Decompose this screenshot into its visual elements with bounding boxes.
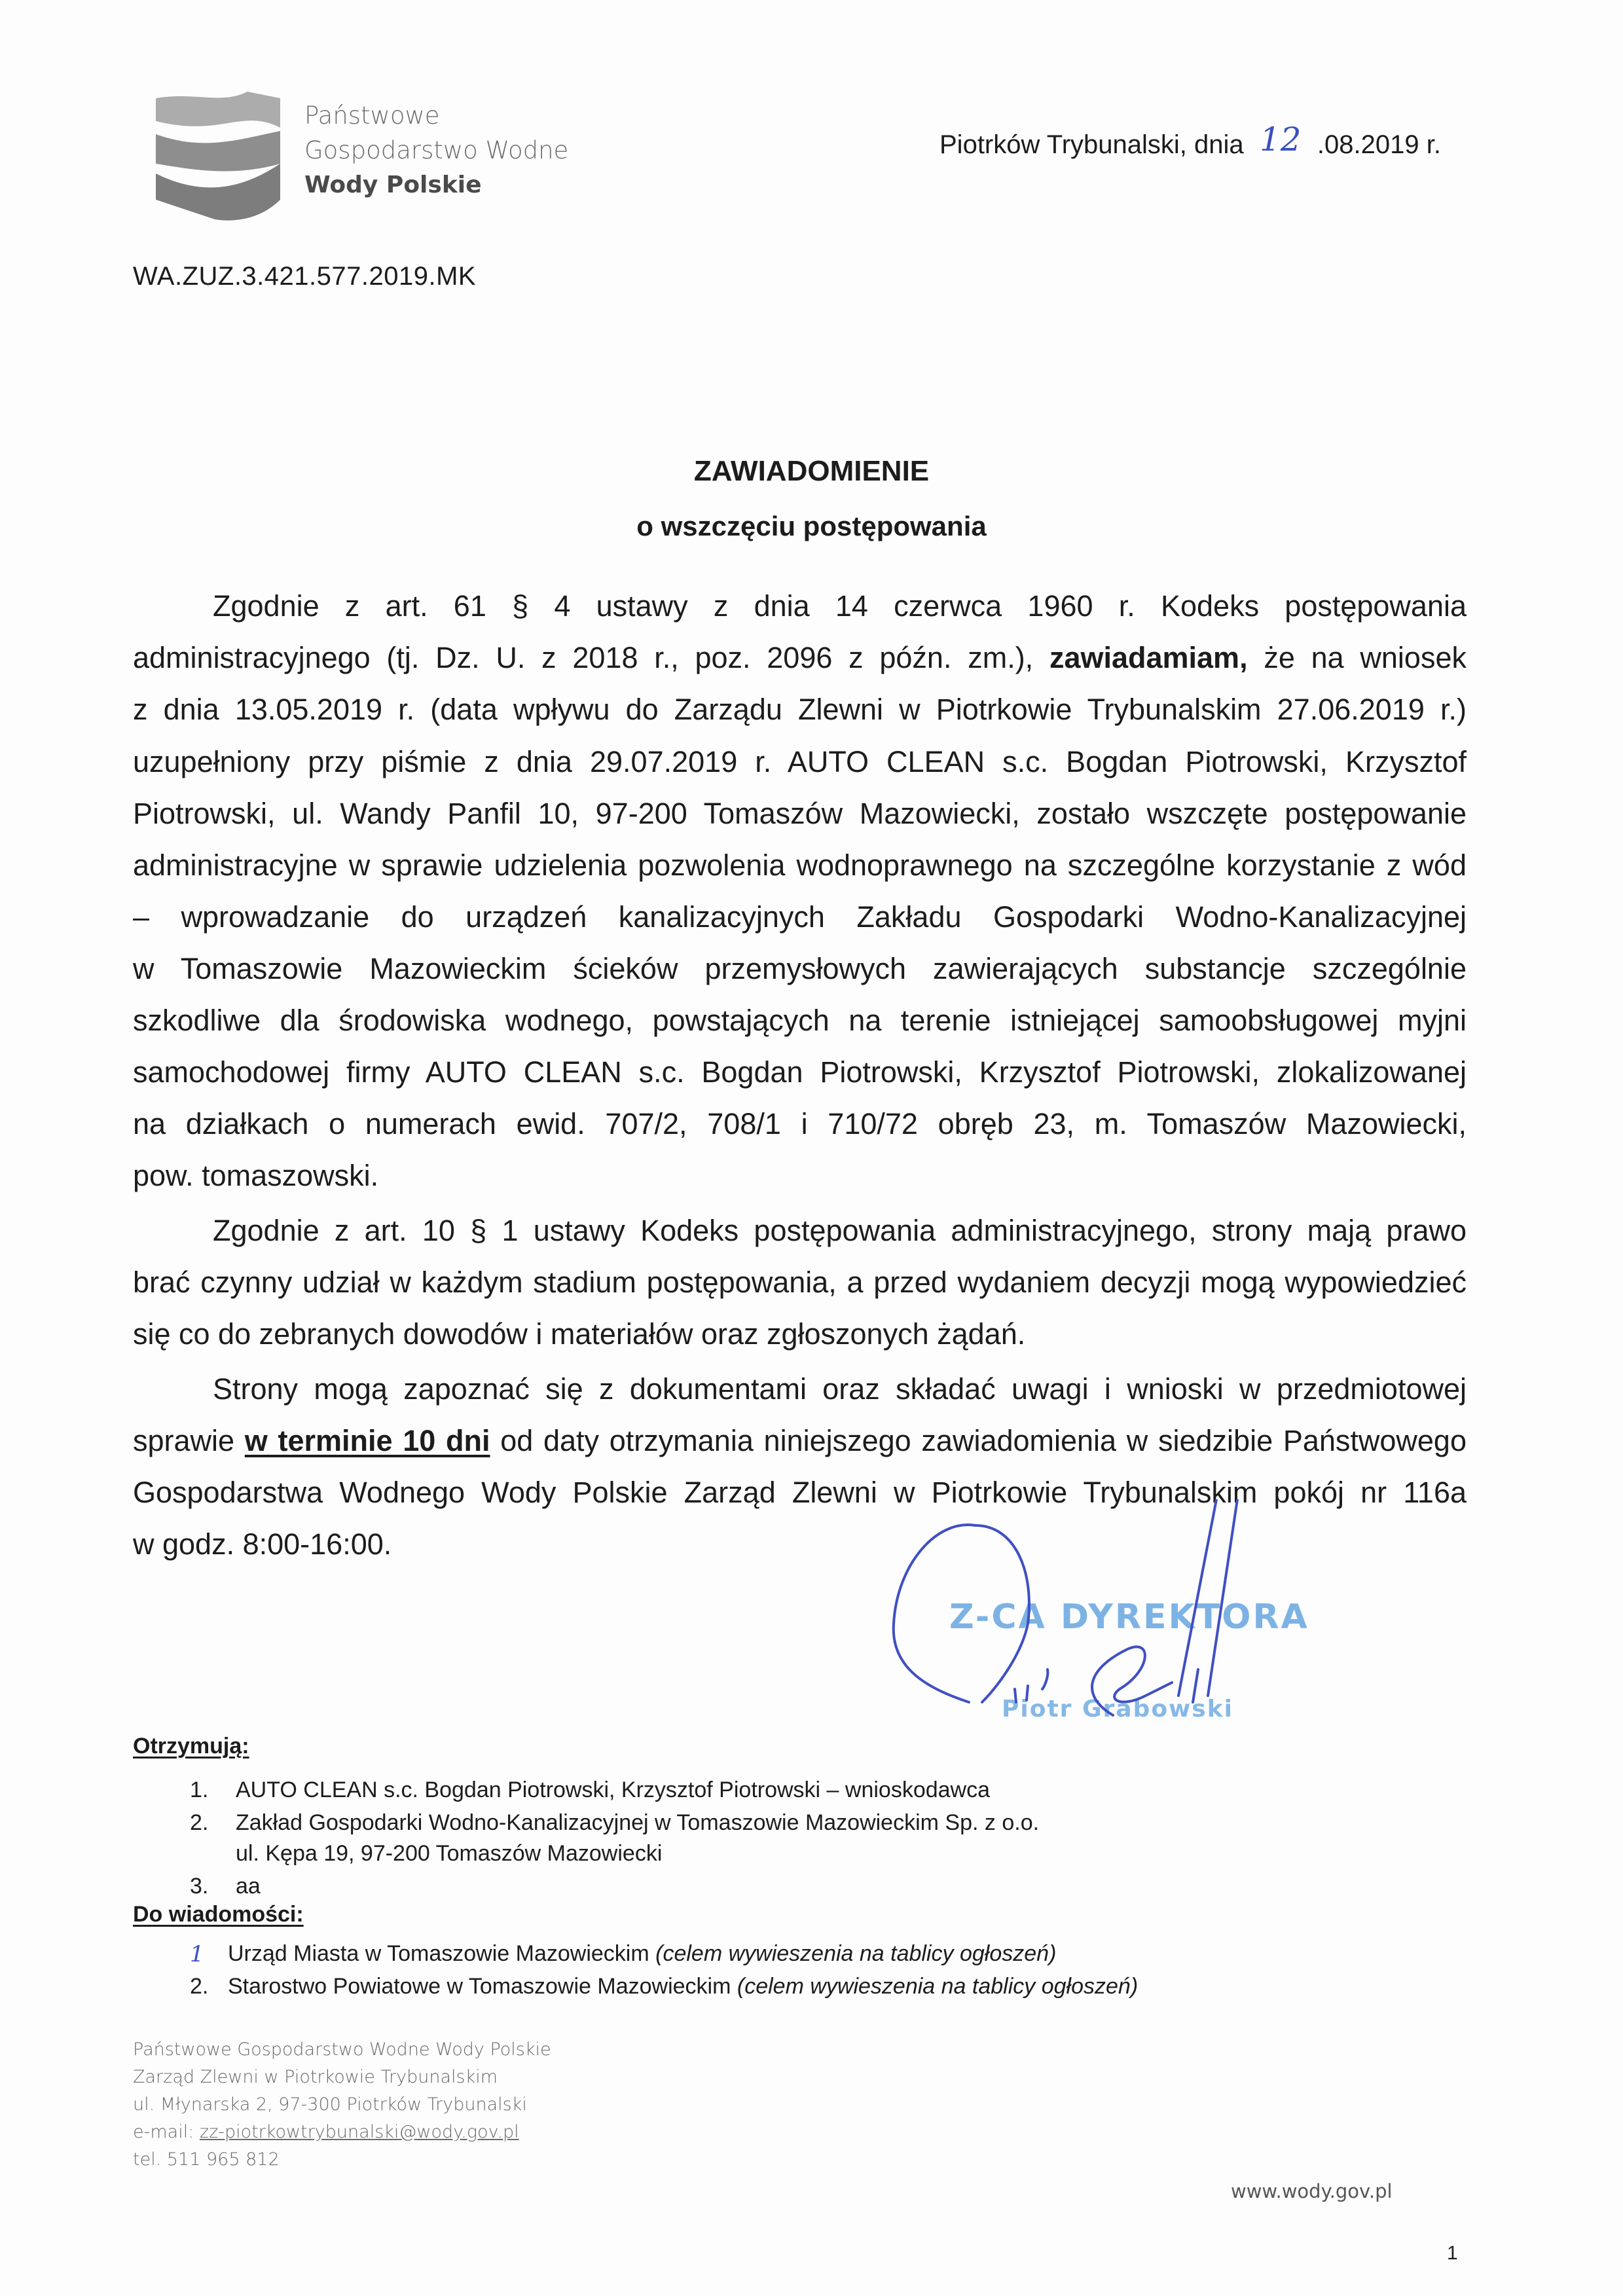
recipients-heading: Otrzymują: [133,1734,249,1758]
document-date [939,120,1441,161]
website-link[interactable]: www.wody.gov.pl [1231,2180,1393,2202]
deadline-text: w terminie 10 dni [244,1424,490,1457]
document-title: ZAWIADOMIENIE [693,455,930,487]
text-line: administracyjnego (tj. Dz. U. z 2018 r., poz. 2096 z późn. zm.), zawiadamiam, że na wniosek [133,641,1467,674]
for-info-heading: Do wiadomości: [133,1902,304,1927]
handwritten-day: 12 [1259,120,1302,158]
logo-wordmark [304,98,568,202]
text-line: Strony mogą zapoznać się z dokumentami oraz składać uwagi i wnioski w przedmiotowej [213,1372,1467,1406]
date-prefix: Piotrków Trybunalski, dnia [939,130,1244,159]
emphasis-text: zawiadamiam, [1049,641,1248,674]
text-line: samochodowej firmy AUTO CLEAN s.c. Bogdan Piotrowski, Krzysztof Piotrowski, zlokalizowanej [133,1055,1467,1089]
footer-address [133,2036,551,2174]
text-line: z dnia 13.05.2019 r. (data wpływu do Zarządu Zlewni w Piotrkowie Trybunalskim 27.06.2019 r.) [133,693,1467,726]
email-link[interactable]: zz-piotrkowtrybunalski@wody.gov.pl [199,2122,519,2142]
case-reference: WA.ZUZ.3.421.577.2019.MK [133,262,477,291]
text-line: szkodliwe dla środowiska wodnego, powstających na terenie istniejącej samoobsługowej myjni [133,1004,1467,1037]
text-line: brać czynny udział w każdym stadium postępowania, a przed wydaniem decyzji mogą wypowiedzieć [133,1266,1467,1299]
logo-line-2: Gospodarstwo Wodne [304,136,569,164]
text-line: pow. tomaszowski. [133,1159,379,1192]
handwritten-signature-icon [871,1499,1381,1748]
text-line: Zgodnie z art. 10 § 1 ustawy Kodeks postępowania administracyjnego, strony mają prawo [213,1214,1467,1247]
wody-polskie-logo-icon [156,92,280,223]
text-line: się co do zebranych dowodów i materiałów oraz zgłoszonych żądań. [133,1317,1026,1351]
page-number: 1 [1447,2242,1458,2264]
footer-line: Państwowe Gospodarstwo Wodne Wody Polskie [133,2039,551,2060]
text-line: Zgodnie z art. 61 § 4 ustawy z dnia 14 czerwca 1960 r. Kodeks postępowania [213,589,1467,623]
logo-line-1: Państwowe [304,101,440,130]
footer-email: e-mail: zz-piotrkowtrybunalski@wody.gov.pl [133,2122,519,2142]
text-line: uzupełniony przy piśmie z dnia 29.07.2019 r. AUTO CLEAN s.c. Bogdan Piotrowski, Krzysztof [133,745,1467,778]
footer-line: Zarząd Zlewni w Piotrkowie Trybunalskim [133,2067,498,2087]
text-line: – wprowadzanie do urządzeń kanalizacyjnych Zakładu Gospodarki Wodno-Kanalizacyjnej [133,900,1467,934]
stamp-name: Piotr Grabowski [1002,1696,1234,1722]
text-line: w Tomaszowie Mazowieckim ścieków przemysłowych zawierających substancje szczególnie [133,952,1467,985]
stamp-title: Z-CA DYREKTORA [949,1597,1309,1637]
footer-line: ul. Młynarska 2, 97-300 Piotrków Trybunalski [133,2094,527,2115]
text-line: Piotrowski, ul. Wandy Panfil 10, 97-200 Tomaszów Mazowiecki, zostało wszczęte postępowanie [133,797,1467,830]
footer-phone: tel. 511 965 812 [133,2149,280,2170]
text-line: sprawie w terminie 10 dni od daty otrzymania niniejszego zawiadomienia w siedzibie Państwowego [133,1424,1467,1457]
text-line: na działkach o numerach ewid. 707/2, 708/1 i 710/72 obręb 23, m. Tomaszów Mazowiecki, [133,1107,1467,1140]
logo-line-3: Wody Polskie [304,172,482,198]
date-suffix: .08.2019 r. [1317,130,1441,159]
document-subtitle: o wszczęciu postępowania [636,511,987,541]
text-line: w godz. 8:00-16:00. [133,1527,392,1561]
text-line: administracyjne w sprawie udzielenia pozwolenia wodnoprawnego na szczególne korzystanie z wód [133,848,1467,882]
text-line: Gospodarstwa Wodnego Wody Polskie Zarząd Zlewni w Piotrkowie Trybunalskim pokój nr 116a [133,1476,1467,1509]
